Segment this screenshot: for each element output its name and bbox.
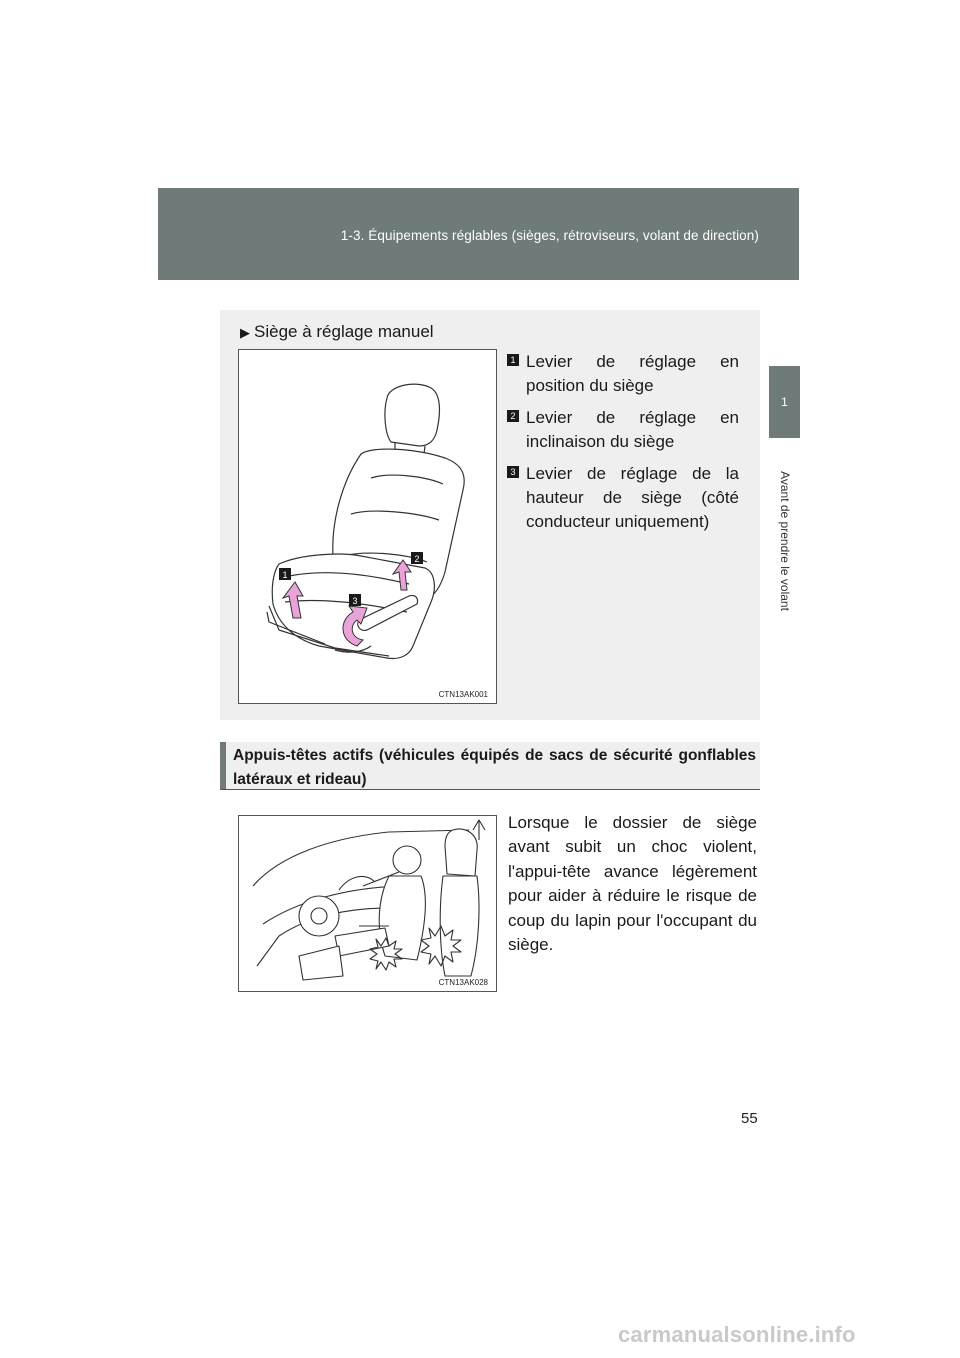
seat-drawing — [239, 350, 496, 703]
number-marker: 2 — [507, 410, 519, 422]
chapter-title: 1-3. Équipements réglables (sièges, rétroviseurs, volant de direction) — [340, 228, 759, 243]
svg-text:2: 2 — [414, 554, 420, 564]
number-marker: 3 — [507, 466, 519, 478]
manual-seat-title — [240, 322, 434, 342]
page-number: 55 — [741, 1110, 758, 1127]
list-item-text: Levier de réglage de la hauteur de siège (côté conducteur uniquement) — [526, 464, 739, 531]
list-item-text: Levier de réglage en position du siège — [526, 352, 739, 395]
seat-lever-list — [507, 350, 739, 542]
side-tab-label — [760, 456, 810, 626]
figure-code: CTN13AK001 — [438, 690, 488, 699]
section-title: Appuis-têtes actifs (véhicules équipés de sacs de sécurité gonflables latéraux et rideau) — [233, 747, 756, 788]
svg-text:3: 3 — [352, 596, 358, 606]
list-item — [507, 462, 739, 534]
list-item-text: Levier de réglage en inclinaison du siège — [526, 408, 739, 451]
side-tab-label-text: Avant de prendre le volant — [778, 471, 792, 611]
number-marker: 1 — [507, 354, 519, 366]
svg-text:1: 1 — [282, 570, 288, 580]
seat-illustration — [238, 349, 497, 704]
list-item — [507, 406, 739, 454]
section-header-bar — [220, 742, 226, 789]
headrest-drawing — [239, 816, 496, 991]
side-tab-number: 1 — [769, 366, 800, 438]
section-header — [220, 742, 760, 790]
figure-code: CTN13AK028 — [438, 978, 488, 987]
triangle-bullet-icon: ▶ — [240, 325, 250, 340]
manual-seat-title-text: Siège à réglage manuel — [254, 322, 434, 341]
watermark: carmanualsonline.info — [618, 1322, 856, 1347]
headrest-illustration — [238, 815, 497, 992]
headrest-description: Lorsque le dossier de siège avant subit un choc violent, l'appui-tête avance légèrement pour aider à réduire le risque de coup du lapin pour l'occupant du siège. — [508, 813, 757, 955]
list-item — [507, 350, 739, 398]
chapter-header — [158, 188, 799, 280]
